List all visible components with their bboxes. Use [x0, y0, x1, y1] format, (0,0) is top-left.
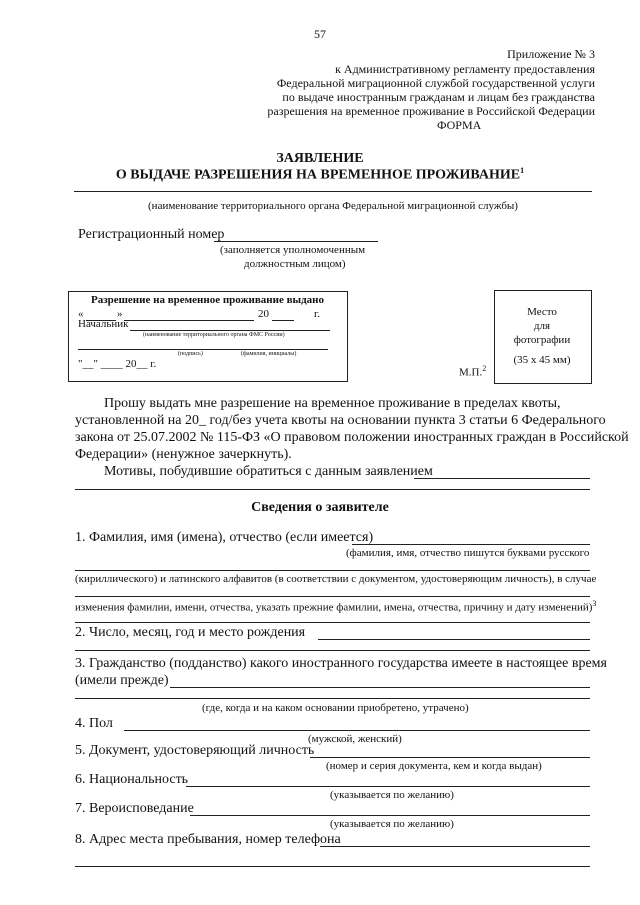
field-8-input[interactable] — [320, 846, 590, 847]
permit-box-title: Разрешение на временное проживание выдано — [91, 294, 325, 306]
field-2-input[interactable] — [318, 639, 590, 640]
photo-box-line-1: Место — [527, 306, 557, 318]
applicant-section-title: Сведения о заявителе — [251, 500, 389, 515]
footnote-marker-1: 1 — [520, 166, 525, 175]
permit-year-prefix: 20 — [258, 308, 269, 320]
registration-caption-1: (заполняется уполномоченным — [220, 244, 366, 256]
registration-number-label: Регистрационный номер — [78, 227, 225, 242]
field-1-caption-1: (фамилия, имя, отчество пишутся буквами русского — [346, 547, 590, 559]
field-3-input-line-2[interactable] — [75, 698, 590, 699]
chief-organ-caption: (наименование территориального органа ФМС России) — [143, 332, 285, 338]
organ-name-field[interactable] — [74, 191, 592, 192]
name-initials-caption: (фамилия, инициалы) — [241, 351, 297, 357]
permit-month-field[interactable] — [124, 320, 254, 321]
appendix-line-5: разрешения на временное проживание в Российской Федерации — [267, 104, 595, 118]
permit-year-suffix: г. — [314, 308, 321, 320]
field-5-caption: (номер и серия документа, кем и когда выдан) — [326, 760, 542, 772]
field-5-label: 5. Документ, удостоверяющий личность — [75, 743, 315, 758]
footnote-marker-2: 2 — [482, 364, 487, 373]
field-7-caption: (указывается по желанию) — [330, 818, 454, 830]
document-subtitle: О ВЫДАЧЕ РАЗРЕШЕНИЯ НА ВРЕМЕННОЕ ПРОЖИВАНИЕ$^1$ — [115, 166, 525, 183]
field-6-label: 6. Национальность — [75, 772, 189, 787]
field-6-caption: (указывается по желанию) — [330, 789, 454, 801]
field-1-caption-3: изменения фамилии, имени, отчества, указать прежние фамилии, имена, отчества, причину и дату изменений)$^3$ — [75, 599, 597, 614]
chief-organ-field[interactable] — [130, 330, 330, 331]
signature-caption: (подпись) — [178, 351, 203, 357]
field-4-input[interactable] — [124, 730, 590, 731]
page-number: 57 — [314, 27, 326, 41]
appendix-line-4: по выдаче иностранным гражданам и лицам без гражданства — [282, 90, 595, 104]
motives-field-continued[interactable] — [75, 489, 590, 490]
field-1-caption-2: (кириллического) и латинского алфавитов (в соответствии с документом, удостоверяющим личность), в случае — [75, 573, 597, 585]
registration-number-field[interactable] — [214, 241, 378, 242]
field-2-input-line-2[interactable] — [75, 650, 590, 651]
motives-field[interactable] — [414, 478, 590, 479]
motives-label: Мотивы, побудившие обратиться с данным заявлением — [104, 464, 433, 479]
field-6-input[interactable] — [186, 786, 590, 787]
field-7-input[interactable] — [190, 815, 590, 816]
field-3-line-2: (имели прежде) — [75, 673, 169, 688]
chief-label: Начальник — [78, 318, 129, 330]
field-1-label: 1. Фамилия, имя (имена), отчество (если имеется) — [75, 530, 374, 545]
organ-name-caption: (наименование территориального органа Федеральной миграционной службы) — [148, 200, 518, 212]
request-line-1: Прошу выдать мне разрешение на временное проживание в пределах квоты, — [104, 396, 561, 411]
photo-box-size: (35 x 45 мм) — [513, 354, 571, 366]
request-line-2: установленной на 20_ год/без учета квоты на основании пункта 3 статьи 6 Федерального — [75, 413, 606, 428]
permit-date-quote-open: « — [78, 308, 84, 320]
field-2-label: 2. Число, месяц, год и место рождения — [75, 625, 306, 640]
permit-year-field[interactable] — [272, 320, 294, 321]
form-label: ФОРМА — [437, 118, 482, 132]
stamp-label: М.П.$^2$ — [459, 364, 487, 379]
appendix-line-2: к Административному регламенту предоставления — [335, 62, 595, 76]
field-7-label: 7. Вероисповедание — [75, 801, 194, 816]
permit-date-line: "__" ____ 20__ г. — [78, 358, 157, 370]
permit-date-quote-close: » — [117, 308, 123, 320]
field-8-input-line-2[interactable] — [75, 866, 590, 867]
field-1-input-line-2[interactable] — [75, 570, 590, 571]
signature-name-field[interactable] — [78, 349, 328, 350]
field-1-input-line-4[interactable] — [75, 622, 590, 623]
appendix-line-3: Федеральной миграционной службой государственной услуги — [276, 76, 595, 90]
field-3-caption: (где, когда и на каком основании приобретено, утрачено) — [202, 702, 469, 714]
field-3-input[interactable] — [170, 687, 590, 688]
field-4-label: 4. Пол — [75, 716, 113, 731]
field-3-line-1: 3. Гражданство (подданство) какого иностранного государства имеете в настоящее время — [75, 656, 607, 671]
appendix-number: Приложение № 3 — [507, 47, 595, 61]
footnote-marker-3: 3 — [592, 599, 597, 608]
field-4-caption: (мужской, женский) — [308, 733, 402, 745]
request-line-4: Федерации» (ненужное зачеркнуть). — [75, 447, 292, 462]
photo-box-line-2: для — [533, 320, 551, 332]
field-1-input[interactable] — [352, 544, 590, 545]
registration-caption-2: должностным лицом) — [244, 258, 346, 270]
photo-box-line-3: фотографии — [513, 334, 571, 346]
field-1-input-line-3[interactable] — [75, 596, 590, 597]
document-title: ЗАЯВЛЕНИЕ — [276, 151, 364, 166]
request-line-3: закона от 25.07.2002 № 115-ФЗ «О правовом положении иностранных граждан в Российской — [75, 430, 629, 445]
field-8-label: 8. Адрес места пребывания, номер телефона — [75, 832, 341, 847]
field-5-input[interactable] — [310, 757, 590, 758]
